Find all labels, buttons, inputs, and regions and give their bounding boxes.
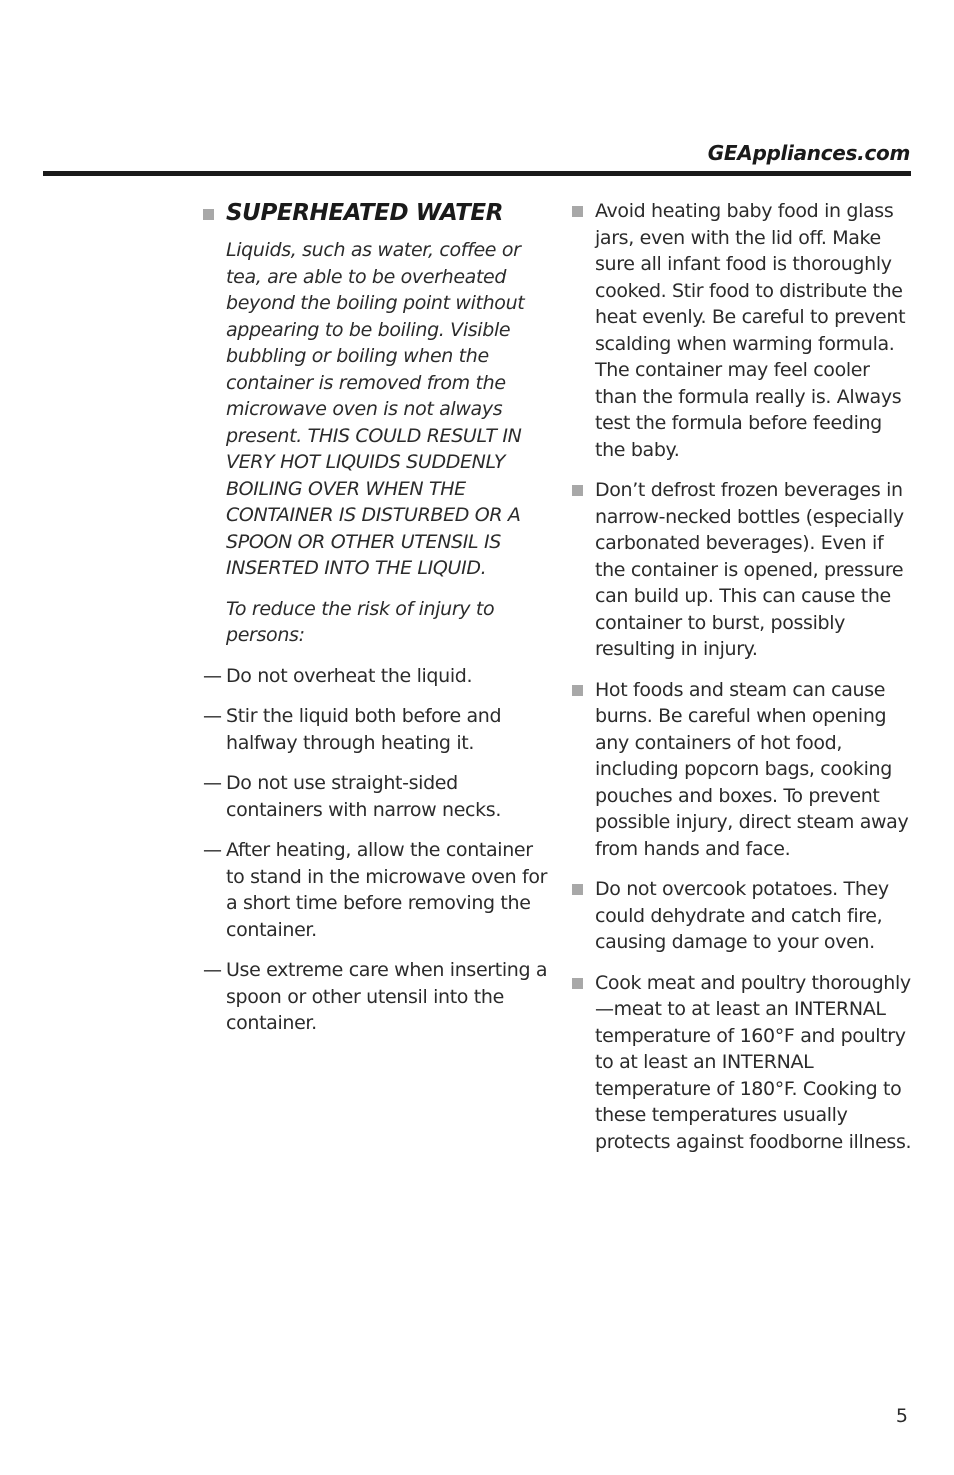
list-item [572,477,917,663]
precaution-list [203,663,548,1037]
page-number: 5 [895,1405,908,1427]
dash-bullet-icon: — [203,839,222,861]
list-item [572,677,917,863]
list-item [203,703,548,756]
square-bullet-icon [572,206,583,217]
left-column [203,198,548,1051]
list-item-text: Don’t defrost frozen beverages in narrow-necked bottles (especially carbonated beverages). Even if the container is opened, pressure can build up. This can cause the container to burst, possibly resulting in injury. [595,479,904,660]
list-item-text: Hot foods and steam can cause burns. Be careful when opening any containers of hot food, including popcorn bags, cooking pouches and boxes. To prevent possible injury, direct steam away from hands and face. [595,678,909,860]
dash-bullet-icon: — [203,772,222,794]
dash-bullet-icon: — [203,664,222,687]
list-item [203,837,548,943]
right-column [572,198,917,1169]
list-item-text: Do not overcook potatoes. They could dehydrate and catch fire, causing damage to your oven. [595,878,889,953]
list-item-text: Stir the liquid both before and halfway through heating it. [226,705,502,754]
list-item [572,970,917,1156]
square-bullet-icon [572,978,583,989]
intro-warning: Liquids, such as water, coffee or tea, are able to be overheated beyond the boiling point without appearing to be boiling. Visible bubbling or boiling when the container is removed from the microwave oven is not always present. THIS COULD RESULT IN VERY HOT LIQUIDS SUDDENLY BOILING OVER WHEN THE CONTAINER IS DISTURBED OR A SPOON OR OTHER UTENSIL IS INSERTED INTO THE LIQUID. [226,239,525,579]
list-item [203,663,548,690]
list-item-text: Use extreme care when inserting a spoon or other utensil into the container. [226,959,548,1034]
header-rule [43,171,911,176]
list-item [572,198,917,463]
list-item-text: Cook meat and poultry thoroughly—meat to at least an INTERNAL temperature of 160°F and poultry to at least an INTERNAL temperature of 180°F. Cooking to these temperatures usually protects against foodborne illness. [595,971,912,1153]
section-heading: SUPERHEATED WATER [226,200,504,226]
square-bullet-icon [203,209,214,220]
square-bullet-icon [572,884,583,895]
section-heading-row [203,198,548,228]
list-item [203,957,548,1037]
square-bullet-icon [572,485,583,496]
list-item-text: Do not use straight-sided containers with narrow necks. [226,772,502,821]
risk-intro: To reduce the risk of injury to persons: [226,597,495,646]
site-url: GEAppliances.com [707,141,910,165]
safety-list [572,198,917,1155]
square-bullet-icon [572,685,583,696]
dash-bullet-icon: — [203,959,222,981]
list-item [572,876,917,956]
list-item-text: After heating, allow the container to stand in the microwave oven for a short time before removing the container. [226,839,548,941]
list-item [203,770,548,823]
dash-bullet-icon: — [203,705,222,727]
list-item-text: Do not overheat the liquid. [226,664,473,687]
list-item-text: Avoid heating baby food in glass jars, even with the lid off. Make sure all infant food is thoroughly cooked. Stir food to distribute the heat evenly. Be careful to prevent scalding when warming formula. The container may feel cooler than the formula really is. Always test the formula before feeding the baby. [595,200,906,461]
